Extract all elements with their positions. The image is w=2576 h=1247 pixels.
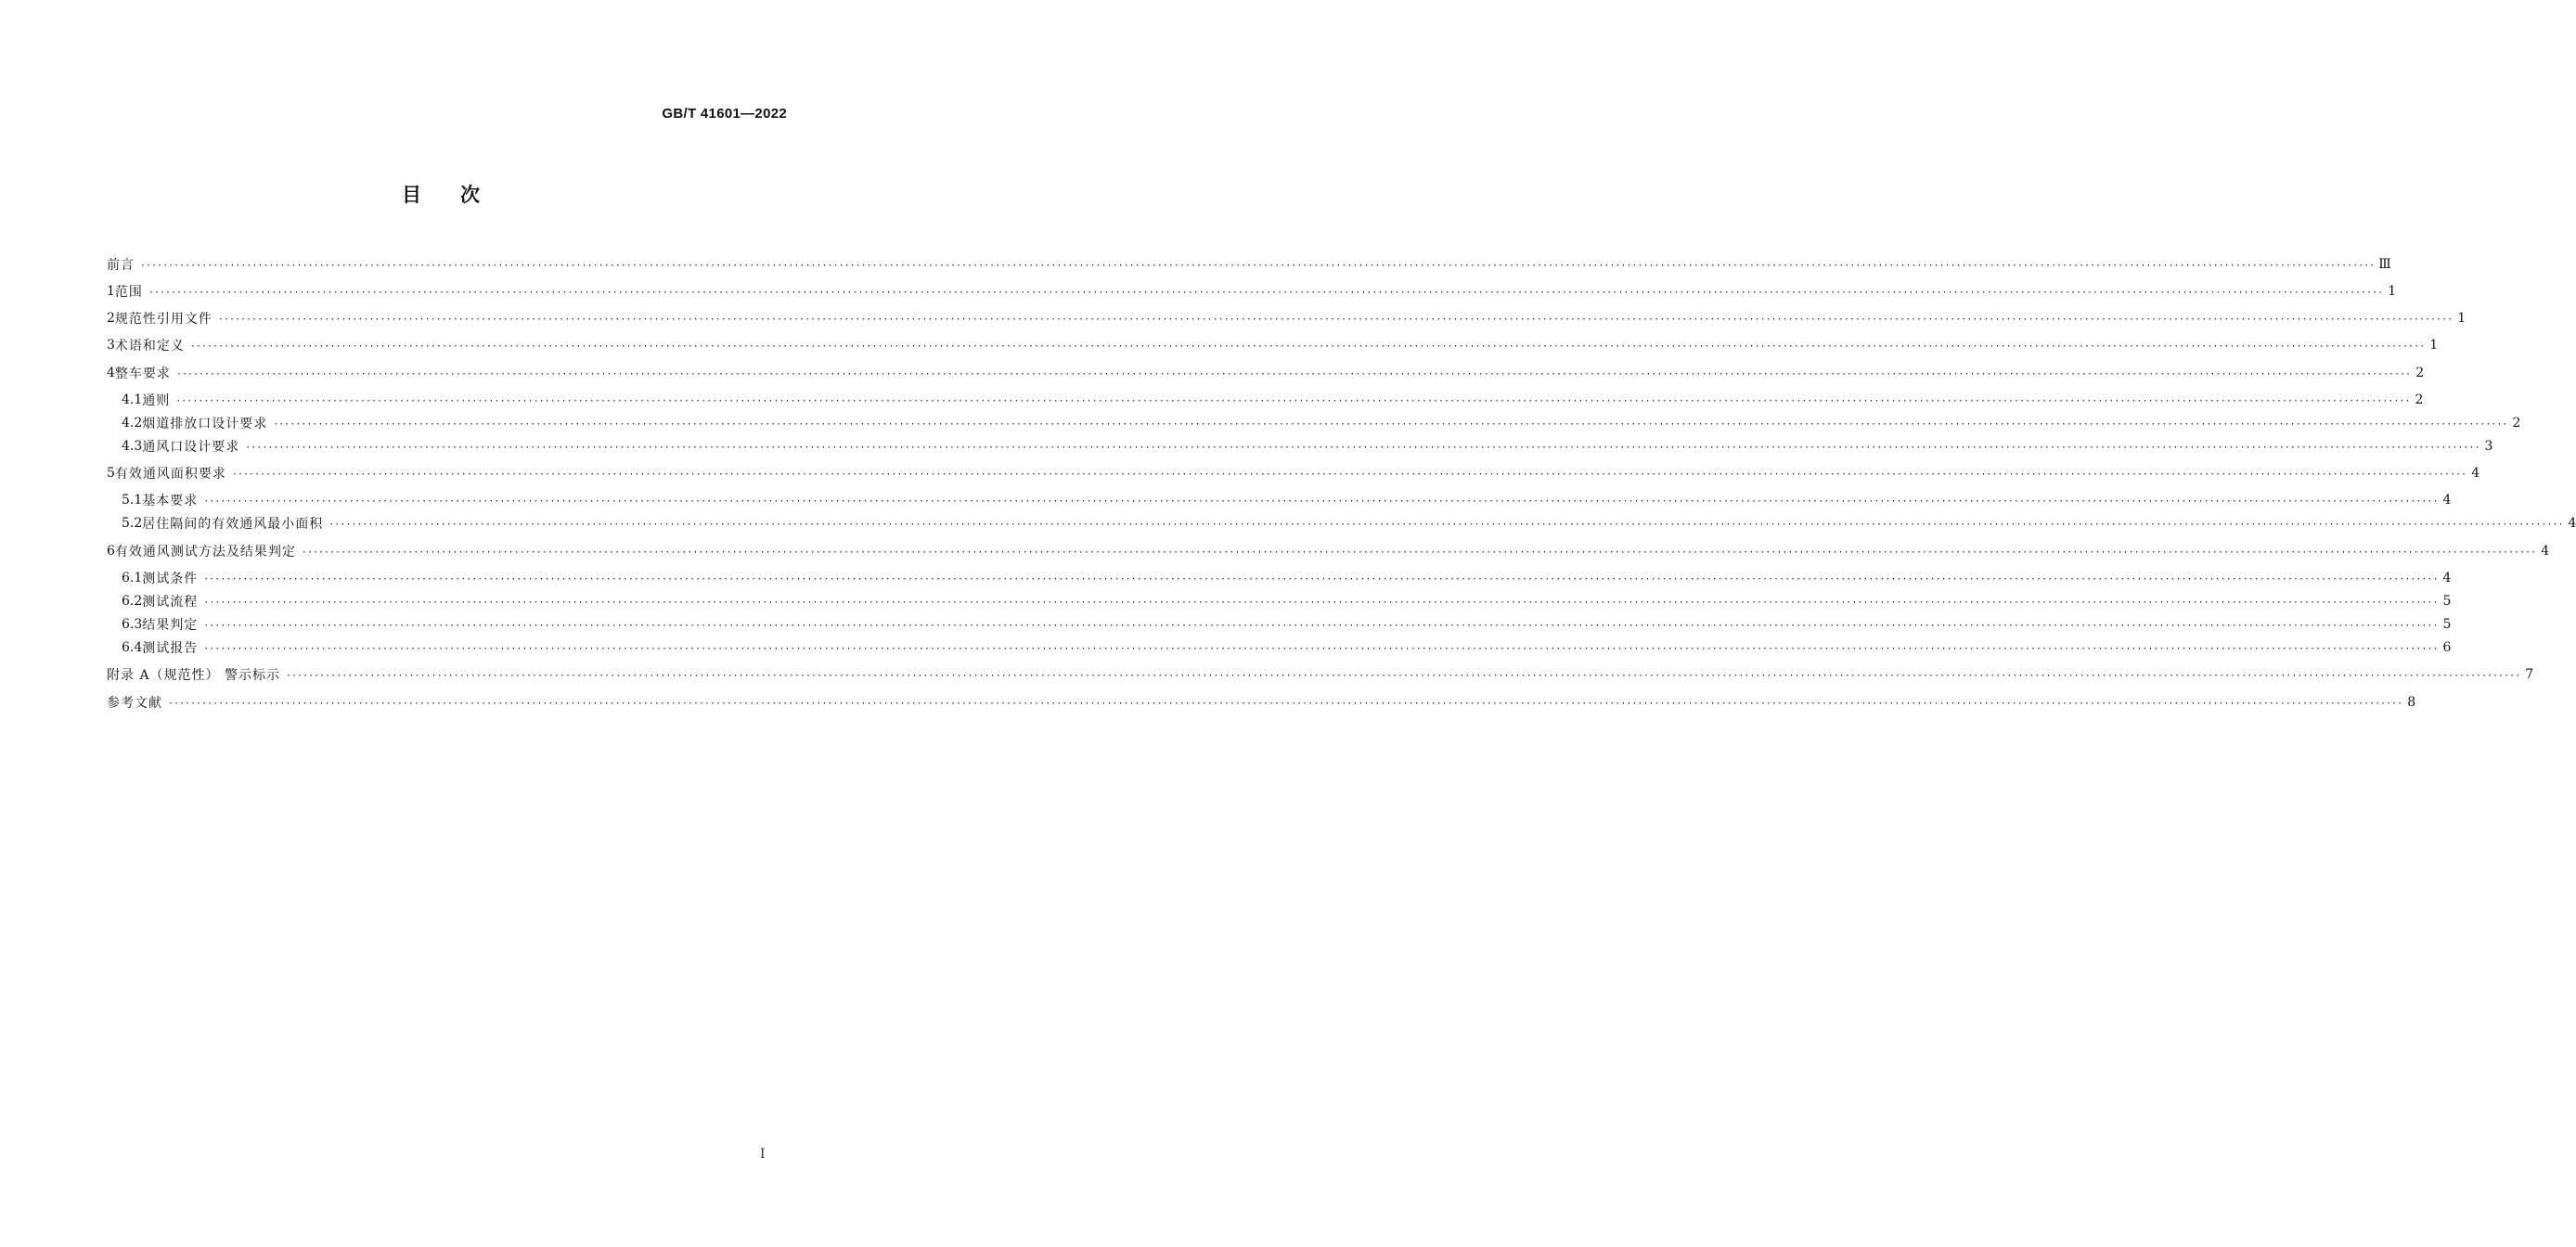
toc-entry[interactable] — [107, 636, 2452, 659]
toc-entry[interactable] — [107, 253, 2391, 276]
toc-entry[interactable] — [107, 663, 2534, 686]
dot-leader: ················································································································································································································································································································································································································ — [203, 643, 2439, 654]
toc-entry[interactable] — [107, 489, 2452, 511]
dot-leader: ················································································································································································································································································································································································································ — [203, 620, 2439, 631]
dot-leader: ················································································································································································································································································································································································································ — [189, 341, 2426, 352]
toc-entry-number: 5 — [107, 466, 115, 481]
toc-entry-number: 2 — [107, 311, 115, 326]
toc-entry-label: 有效通风面积要求 — [114, 467, 226, 482]
toc-entry[interactable] — [107, 590, 2452, 612]
toc-entry-number: 4.3 — [122, 439, 143, 454]
dot-leader: ················································································································································································································································································································································································································ — [148, 287, 2384, 298]
toc-entry-label: 整车要求 — [114, 366, 171, 381]
toc-entry-number: 4 — [107, 366, 115, 380]
toc-entry-label: 基本要求 — [142, 494, 199, 508]
dot-leader: ················································································································································································································································································································································································································ — [273, 418, 2508, 430]
toc-entry-number: 1 — [107, 284, 115, 299]
toc-entry[interactable] — [107, 613, 2452, 636]
toc-entry-page: 7 — [2525, 667, 2534, 682]
toc-entry[interactable] — [107, 334, 2439, 356]
toc-entry-label: 居住隔间的有效通风最小面积 — [142, 517, 324, 532]
toc-entry-number: 6.2 — [122, 594, 143, 609]
toc-entry-number: 3 — [107, 338, 115, 353]
toc-entry-page: 3 — [2484, 439, 2493, 454]
toc-entry[interactable] — [107, 435, 2493, 457]
toc-entry-page: 8 — [2407, 695, 2416, 710]
toc-entry-page: 4 — [2568, 516, 2576, 531]
toc-entry-label: 测试流程 — [142, 595, 199, 610]
toc-entry-page: 5 — [2442, 617, 2452, 632]
toc-entry-page: 4 — [2471, 466, 2480, 481]
dot-leader: ················································································································································································································································································································································································································ — [245, 442, 2480, 453]
toc-entry-page: 2 — [2415, 392, 2424, 407]
dot-leader: ················································································································································································································································································································································································································ — [286, 670, 2521, 681]
toc-entry-page: 4 — [2541, 544, 2550, 559]
toc-entry-label: 通则 — [142, 393, 171, 408]
toc-entry-label: 参考文献 — [107, 696, 162, 711]
toc-entry-label: 范围 — [114, 285, 143, 300]
dot-leader: ················································································································································································································································································································································································································ — [231, 469, 2467, 480]
toc-entry-page: 5 — [2442, 594, 2452, 609]
toc-entry-number: 5.1 — [122, 493, 143, 508]
toc-entry[interactable] — [107, 512, 2576, 534]
toc-entry-number: 5.2 — [122, 516, 143, 531]
toc-entry[interactable] — [107, 389, 2424, 411]
toc-entry[interactable] — [107, 462, 2480, 484]
toc-entry-label: 术语和定义 — [114, 339, 185, 354]
toc-entry-page: 6 — [2442, 640, 2452, 655]
toc-entry-page: 1 — [2457, 311, 2467, 326]
toc-entry-label: 测试条件 — [142, 572, 199, 586]
dot-leader: ················································································································································································································································································································································································································ — [328, 519, 2564, 530]
toc-title: 目次 — [402, 184, 519, 206]
toc-entry-number: 6.1 — [122, 571, 143, 585]
toc-entry-number: 4.2 — [122, 416, 143, 431]
standard-code: GB/T 41601—2022 — [662, 106, 787, 122]
dot-leader: ················································································································································································································································································································································································································ — [175, 368, 2412, 379]
toc-entry-label: 规范性引用文件 — [114, 312, 213, 327]
toc-entry-page: 4 — [2442, 571, 2452, 585]
page-number: I — [760, 1147, 766, 1162]
dot-leader: ················································································································································································································································································································································································································ — [168, 698, 2403, 709]
toc-entry[interactable] — [107, 362, 2425, 384]
dot-leader: ················································································································································································································································································································································································································ — [203, 597, 2439, 608]
dot-leader: ················································································································································································································································································································································································································ — [175, 395, 2411, 406]
toc-entry-label: 有效通风测试方法及结果判定 — [114, 545, 296, 559]
toc-entry-page: Ⅲ — [2378, 257, 2391, 272]
toc-entry-number: 6 — [107, 544, 115, 559]
toc-entry-label: 附录 A（规范性） 警示标示 — [107, 668, 281, 683]
toc-entry[interactable] — [107, 307, 2467, 329]
toc-entry-page: 4 — [2442, 493, 2452, 508]
toc-entry[interactable] — [107, 412, 2521, 434]
toc-entry-label: 前言 — [107, 258, 135, 273]
toc-entry-page: 1 — [2429, 338, 2439, 353]
dot-leader: ················································································································································································································································································································································································································ — [217, 314, 2454, 325]
toc-entry[interactable] — [107, 567, 2452, 589]
toc-entry-number: 4.1 — [122, 392, 143, 407]
toc-entry-label: 测试报告 — [142, 641, 199, 656]
toc-entry[interactable] — [107, 280, 2397, 302]
dot-leader: ················································································································································································································································································································································································································ — [301, 546, 2537, 558]
toc-entry-number: 6.4 — [122, 640, 143, 655]
toc-entry-label: 通风口设计要求 — [142, 440, 240, 455]
toc-entry-page: 1 — [2388, 284, 2397, 299]
toc-entry[interactable] — [107, 540, 2550, 562]
toc-entry-page: 2 — [2415, 366, 2425, 380]
toc-entry-label: 烟道排放口设计要求 — [142, 417, 268, 431]
toc-entry-label: 结果判定 — [142, 618, 199, 633]
dot-leader: ················································································································································································································································································································································································································ — [140, 260, 2376, 271]
toc-entry-page: 2 — [2512, 416, 2521, 431]
toc-entry[interactable] — [107, 691, 2416, 713]
dot-leader: ················································································································································································································································································································································································································ — [203, 573, 2439, 585]
toc-entry-number: 6.3 — [122, 617, 143, 632]
dot-leader: ················································································································································································································································································································································································································ — [203, 495, 2439, 507]
